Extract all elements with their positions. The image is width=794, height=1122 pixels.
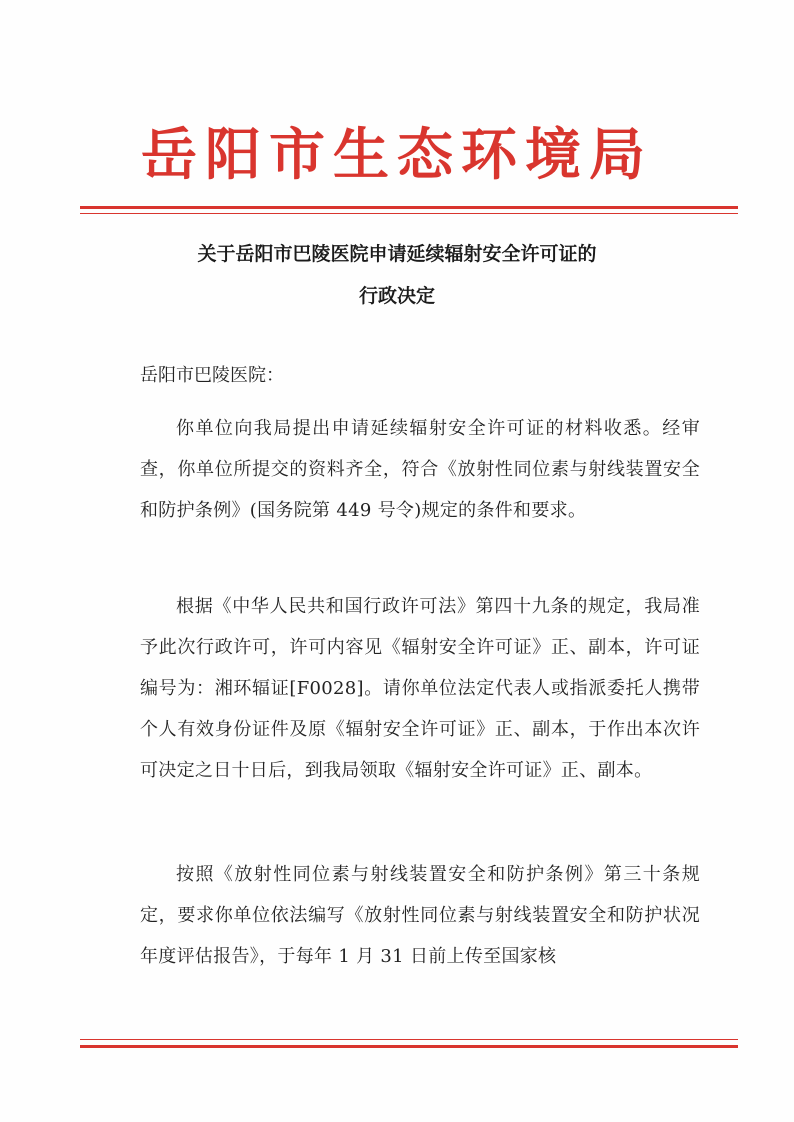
salutation: 岳阳市巴陵医院： [140, 365, 284, 386]
body-paragraph-1: 你单位向我局提出申请延续辐射安全许可证的材料收悉。经审查，你单位所提交的资料齐全，符合《放射性同位素与射线装置安全和防护条例》(国务院第 449 号令)规定的条件和要求。 [140, 418, 700, 521]
org-name-header: 岳阳市生态环境局 [141, 122, 653, 188]
document-title-line1: 关于岳阳市巴陵医院申请延续辐射安全许可证的 [197, 243, 597, 265]
footer-divider-thin [80, 1039, 738, 1040]
body-paragraph-3: 按照《放射性同位素与射线装置安全和防护条例》第三十条规定，要求你单位依法编写《放射性同位素与射线装置安全和防护状况年度评估报告》，于每年 1 月 31 日前上传至国家核 [140, 864, 700, 967]
header-divider-thick [80, 206, 738, 209]
header-divider-thin [80, 213, 738, 214]
document-title-line2: 行政决定 [358, 285, 435, 307]
footer-divider-thick [80, 1045, 738, 1048]
body-paragraph-2: 根据《中华人民共和国行政许可法》第四十九条的规定，我局准予此次行政许可，许可内容见《辐射安全许可证》正、副本，许可证编号为：湘环辐证[F0028]。请你单位法定代表人或指派委托人携带个人有效身份证件及原《辐射安全许可证》正、副本，于作出本次许可决定之日十日后，到我局领取《辐射安全许可证》正、副本。 [140, 596, 700, 781]
